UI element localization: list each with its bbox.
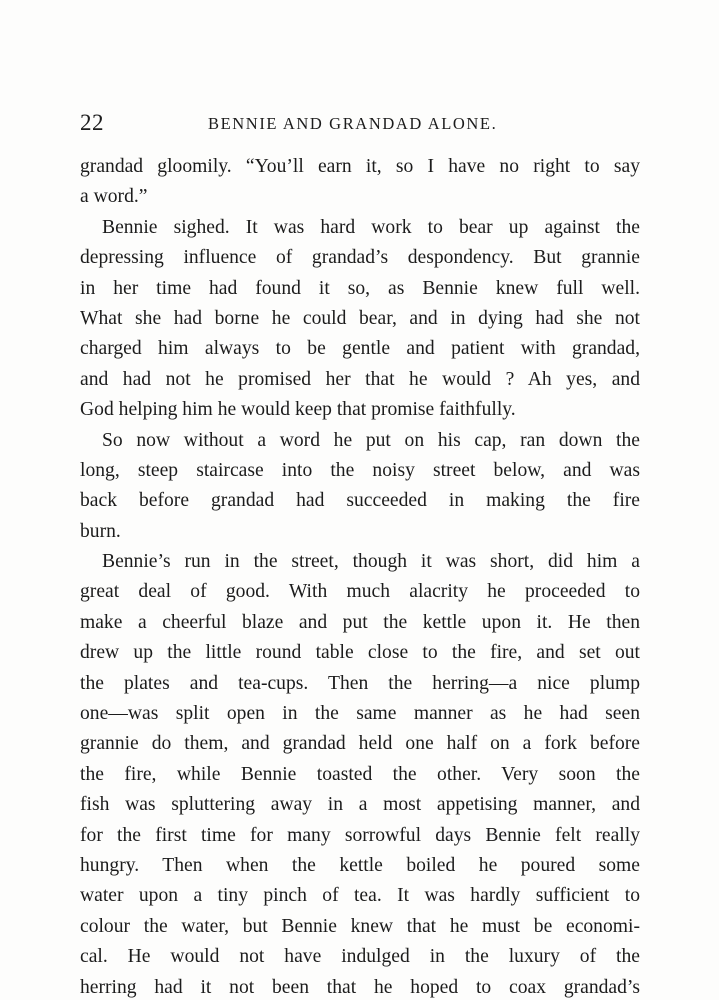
text-line: cal. He would not have indulged in the luxury of the (80, 946, 640, 968)
text-line: and had not he promised her that he would ? Ah yes, and (80, 368, 640, 390)
text-line: for the first time for many sorrowful days Bennie felt really (80, 824, 640, 846)
paragraph (80, 547, 640, 1003)
text-line: charged him always to be gentle and patient with grandad, (80, 338, 640, 360)
paragraph (80, 426, 640, 548)
text-line: hungry. Then when the kettle boiled he poured some (80, 854, 640, 876)
paragraph (80, 213, 640, 426)
page-number: 22 (80, 110, 104, 135)
text-line: Bennie sighed. It was hard work to bear up against the (102, 216, 640, 238)
text-line: colour the water, but Bennie knew that he must be economi- (80, 915, 640, 937)
paragraph (80, 152, 640, 213)
page-header (80, 106, 640, 146)
text-line: a word.” (80, 186, 148, 208)
text-line: Bennie’s run in the street, though it was short, did him a (102, 551, 640, 573)
text-line: God helping him he would keep that promise faithfully. (80, 399, 516, 421)
text-line: fish was spluttering away in a most appetising manner, and (80, 794, 640, 816)
text-line: one—was split open in the same manner as he had seen (80, 703, 640, 725)
body-text (80, 152, 640, 1003)
text-line: So now without a word he put on his cap, ran down the (102, 429, 640, 451)
running-head: BENNIE AND GRANDAD ALONE. (208, 114, 498, 133)
text-line: make a cheerful blaze and put the kettle upon it. He then (80, 611, 640, 633)
text-line: depressing influence of grandad’s despondency. But grannie (80, 247, 640, 269)
text-line: drew up the little round table close to the fire, and set out (80, 642, 640, 664)
text-line: water upon a tiny pinch of tea. It was hardly sufficient to (80, 885, 640, 907)
text-line: grannie do them, and grandad held one half on a fork before (80, 733, 640, 755)
text-line: the plates and tea-cups. Then the herring—a nice plump (80, 672, 640, 694)
text-line: back before grandad had succeeded in making the fire (80, 490, 640, 512)
text-line: herring had it not been that he hoped to coax grandad’s (80, 976, 640, 998)
text-line: long, steep staircase into the noisy street below, and was (80, 459, 640, 481)
text-line: great deal of good. With much alacrity he proceeded to (80, 581, 640, 603)
text-line: in her time had found it so, as Bennie knew full well. (80, 277, 640, 299)
text-line: What she had borne he could bear, and in dying had she not (80, 307, 640, 329)
text-line: grandad gloomily. “You’ll earn it, so I have no right to say (80, 156, 640, 177)
text-line: the fire, while Bennie toasted the other. Very soon the (80, 763, 640, 785)
text-line: burn. (80, 520, 121, 542)
